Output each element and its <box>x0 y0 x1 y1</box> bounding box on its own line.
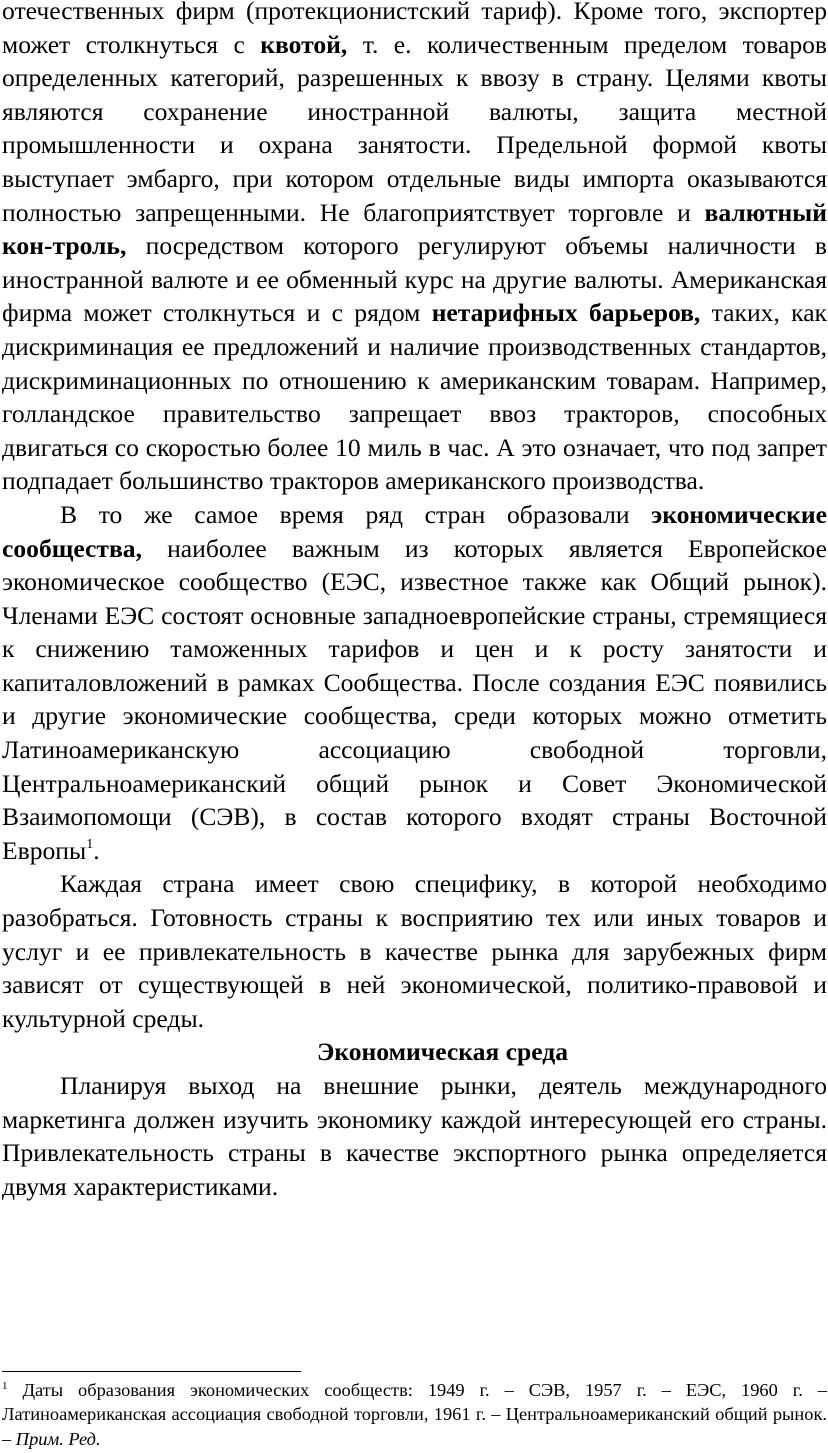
footnote-marker: 1 <box>2 1380 8 1392</box>
paragraph-country-specifics: Каждая страна имеет свою специфику, в которой необходимо разобраться. Готовность страны к восприятию тех или иных товаров и услуг и ее привлекательность в качестве рынка для зарубежных фирм зависят от существующей в ней экономической, политико-правовой и культурной среды. <box>2 869 827 1033</box>
footnote-separator <box>2 1371 301 1372</box>
term-currency-control: валютный кон-троль, <box>2 197 827 261</box>
body-text <box>2 0 827 1203</box>
text-run: таких, как дискриминация ее предложений и наличие производственных стандартов, дискриминационных по отношению к американским товарам. Например, голландское правительство запрещает ввоз тракторов, способных двигаться со скоростью более 10 миль в час. А это означает, что под запрет подпадает большинство тракторов американского производства. <box>2 298 827 496</box>
editor-note: Прим. Ред. <box>15 1428 101 1449</box>
footnote-reference[interactable]: 1 <box>86 836 94 852</box>
term-economic-communities: экономические сообщества, <box>2 499 827 563</box>
term-quota: квотой, <box>260 29 348 59</box>
text-run: посредством которого регулируют объемы наличности в иностранной валюте и ее обменный курс на другие валюты. Американская фирма может столкнуться и с рядом <box>2 231 827 328</box>
text-run: наиболее важным из которых является Европейское экономическое сообщество (ЕЭС, известное также как Общий рынок). Членами ЕЭС состоят основные западноевропейские страны, стремящиеся к снижению таможенных тарифов и цен и к росту занятости и капиталовложений в рамках Сообщества. После создания ЕЭС появились и другие экономические сообщества, среди которых можно отметить Латиноамериканскую ассоциацию свободной торговли, Центральноамериканский общий рынок и Совет Экономической Взаимопомощи (СЭВ), в состав которого входят страны Восточной Европы <box>2 533 827 865</box>
term-non-tariff-barriers: нетарифных барьеров, <box>431 298 701 328</box>
paragraph-economic-communities <box>2 498 827 868</box>
paragraph-trade-barriers <box>2 0 827 498</box>
paragraph-economic-environment: Планируя выход на внешние рынки, деятель международного маркетинга должен изучить экономику каждой интересующей его страны. Привлекательность страны в качестве экспортного рынка определяется двумя характеристиками. <box>2 1071 827 1201</box>
footnote-text: Даты образования экономических сообществ: 1949 г. – СЭВ, 1957 г. – ЕЭС, 1960 г. – Латиноамериканская ассоциация свободной торговли, 1961 г. – Центральноамериканский общий рынок. – <box>2 1380 827 1449</box>
section-heading: Экономическая среда <box>316 1037 569 1067</box>
text-run: отечественных фирм (протекционистский тариф). Кроме того, экспортер может столкнуться с <box>2 0 827 59</box>
text-run: т. е. количественным пределом товаров определенных категорий, разрешенных к ввозу в страну. Целями квоты являются сохранение иностранной валюты, защита местной промышленности и охрана занятости. Предельной формой квоты выступает эмбарго, при котором отдельные виды импорта оказываются полностью запрещенными. Не благоприятствует торговле и <box>2 29 827 227</box>
text-run: В то же самое время ряд стран образовали <box>60 499 652 529</box>
footnote <box>2 1378 827 1451</box>
text-run: . <box>93 835 100 865</box>
